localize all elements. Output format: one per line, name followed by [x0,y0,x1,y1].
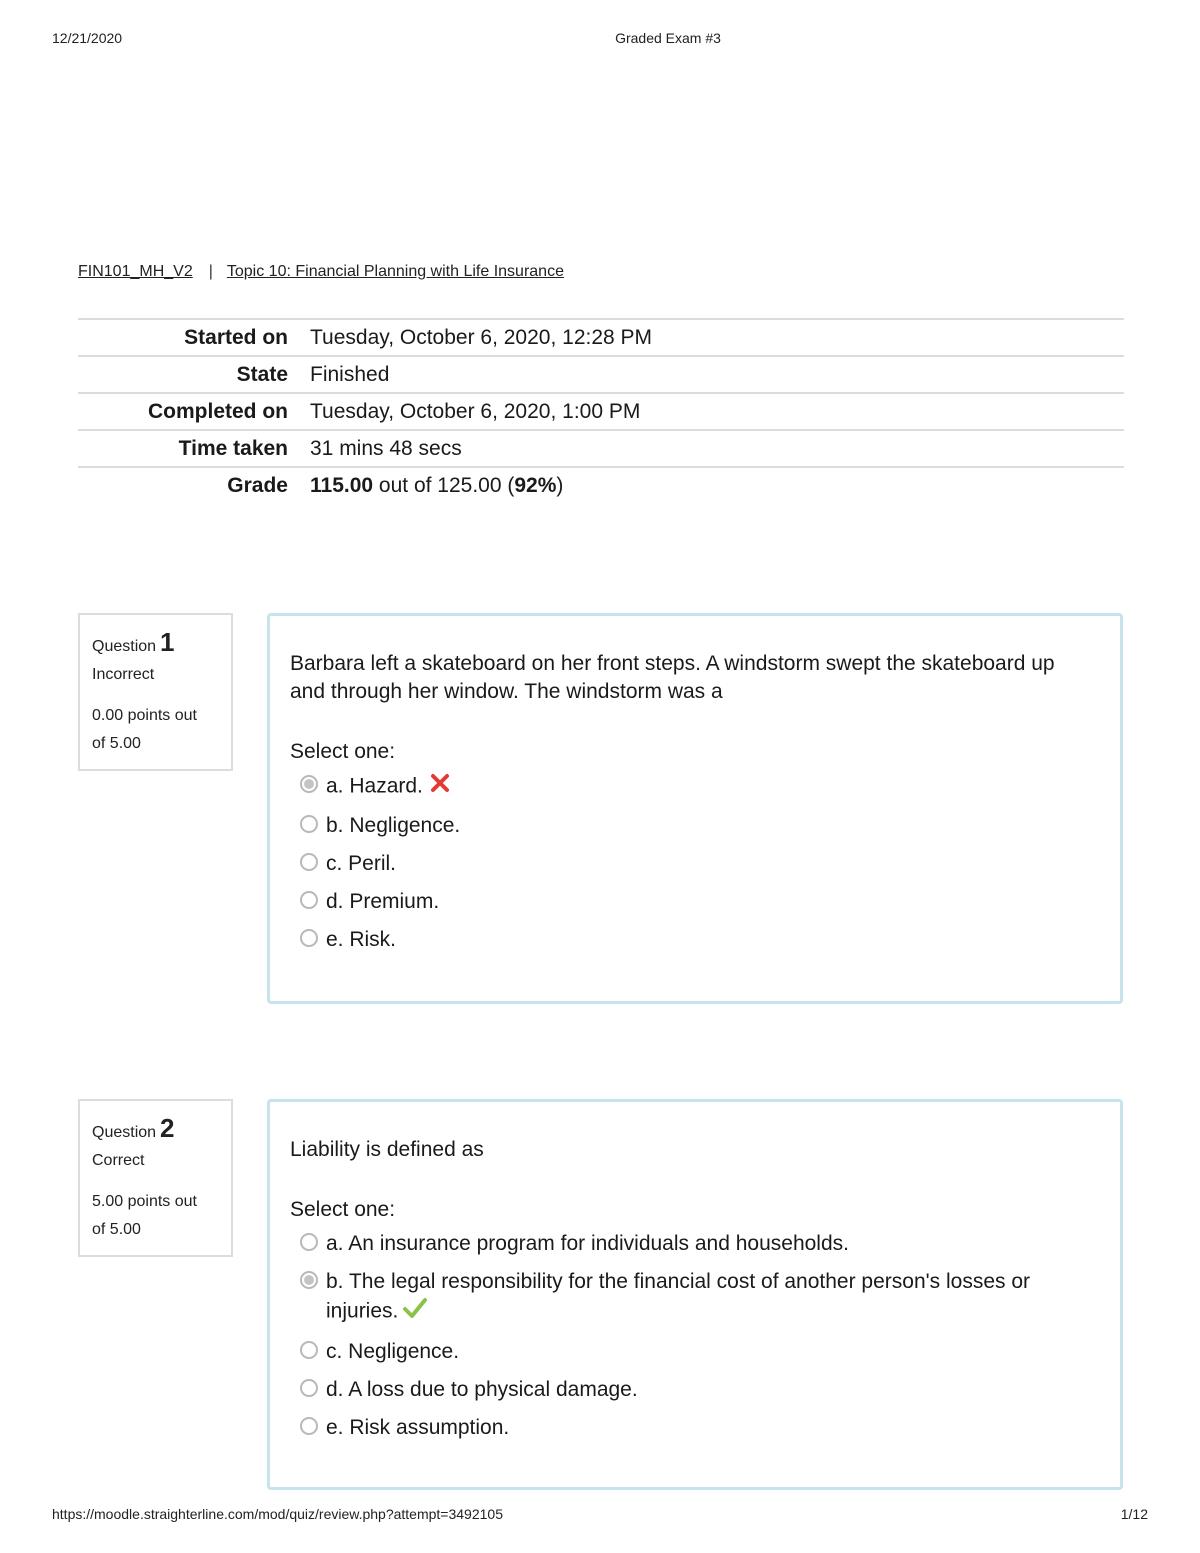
answer-list [290,1230,1100,1442]
radio-unselected[interactable] [300,1341,318,1359]
answer-option-c[interactable] [290,1338,1100,1366]
radio-unselected[interactable] [300,853,318,871]
incorrect-x-icon [429,772,451,802]
summary-label: Started on [184,325,288,349]
summary-row-started [78,319,1124,356]
answer-option-a[interactable] [290,772,1100,802]
question-grade-line1: 0.00 points out [92,707,197,724]
breadcrumb-topic-link[interactable]: Topic 10: Financial Planning with Life Insurance [226,263,564,280]
answer-label: b. Negligence. [326,814,461,837]
question-state: Incorrect [92,666,155,683]
question-text-line2: and through her window. The windstorm was a [290,680,723,703]
summary-label: State [236,362,288,386]
question-grade-line2: of 5.00 [92,1221,141,1238]
question-text: Liability is defined as [290,1138,484,1161]
answer-option-a[interactable] [290,1230,1100,1258]
answer-option-d[interactable] [290,888,1100,916]
breadcrumb-separator: | [208,263,213,280]
breadcrumb [78,263,564,281]
question-grade-line1: 5.00 points out [92,1193,197,1210]
answer-list [290,772,1100,954]
radio-selected[interactable] [300,1271,318,1289]
question-info-2 [78,1099,233,1257]
answer-option-c[interactable] [290,850,1100,878]
summary-label: Grade [227,473,288,497]
summary-value: Tuesday, October 6, 2020, 1:00 PM [310,399,641,423]
question-number-value: 1 [160,627,175,657]
question-grade-line2: of 5.00 [92,735,141,752]
grade-percent: 92% [514,473,557,497]
answer-label: a. Hazard. [326,774,423,798]
answer-label: e. Risk. [326,928,397,951]
question-number [92,1113,219,1144]
radio-unselected[interactable] [300,891,318,909]
answer-label: d. Premium. [326,890,440,913]
question-state: Correct [92,1152,145,1169]
print-header [0,30,1200,50]
answer-label: d. A loss due to physical damage. [326,1378,638,1401]
summary-row-completed [78,393,1124,430]
answer-label: b. The legal responsibility for the financial cost of another person's losses or injuries. [326,1270,1031,1323]
question-number [92,627,219,658]
question-number-label: Question [92,638,157,655]
summary-label: Time taken [178,436,288,460]
attempt-summary-table [78,318,1124,503]
summary-value: 31 mins 48 secs [310,436,462,460]
print-url: https://moodle.straighterline.com/mod/quiz/review.php?attempt=3492105 [52,1506,503,1522]
radio-unselected[interactable] [300,1233,318,1251]
grade-close: ) [556,473,564,497]
answer-label: c. Peril. [326,852,397,875]
correct-check-icon [402,1296,428,1328]
grade-out-of: out of 125.00 ( [373,473,515,497]
question-grade [92,1188,219,1244]
radio-unselected[interactable] [300,1417,318,1435]
answer-option-b[interactable] [290,1268,1100,1328]
answer-label: a. An insurance program for individuals and households. [326,1232,849,1255]
question-text-line1: Barbara left a skateboard on her front steps. A windstorm swept the skateboard up [290,652,1055,675]
print-page-number: 1/12 [1120,1506,1148,1522]
answer-option-b[interactable] [290,812,1100,840]
question-content-1 [267,613,1123,1004]
radio-unselected[interactable] [300,929,318,947]
summary-row-state [78,356,1124,393]
breadcrumb-course-link[interactable]: FIN101_MH_V2 [78,263,193,280]
question-info-1 [78,613,233,771]
summary-grade-value [310,467,1124,503]
radio-unselected[interactable] [300,1379,318,1397]
print-title: Graded Exam #3 [615,30,721,46]
answer-option-e[interactable] [290,1414,1100,1442]
answer-label: e. Risk assumption. [326,1416,510,1439]
question-grade [92,702,219,758]
answer-option-e[interactable] [290,926,1100,954]
question-number-label: Question [92,1124,157,1141]
radio-selected[interactable] [300,775,318,793]
answer-label: c. Negligence. [326,1340,460,1363]
summary-label: Completed on [148,399,288,423]
radio-unselected[interactable] [300,815,318,833]
print-date: 12/21/2020 [52,30,123,46]
question-content-2 [267,1099,1123,1490]
summary-value: Tuesday, October 6, 2020, 12:28 PM [310,325,653,349]
grade-points: 115.00 [310,473,374,497]
summary-row-grade [78,467,1124,503]
summary-value: Finished [310,362,390,386]
answer-option-d[interactable] [290,1376,1100,1404]
summary-row-time-taken [78,430,1124,467]
select-prompt: Select one: [290,1198,396,1221]
print-footer [0,1506,1200,1526]
select-prompt: Select one: [290,740,396,763]
question-text [290,650,1100,706]
question-number-value: 2 [160,1113,175,1143]
